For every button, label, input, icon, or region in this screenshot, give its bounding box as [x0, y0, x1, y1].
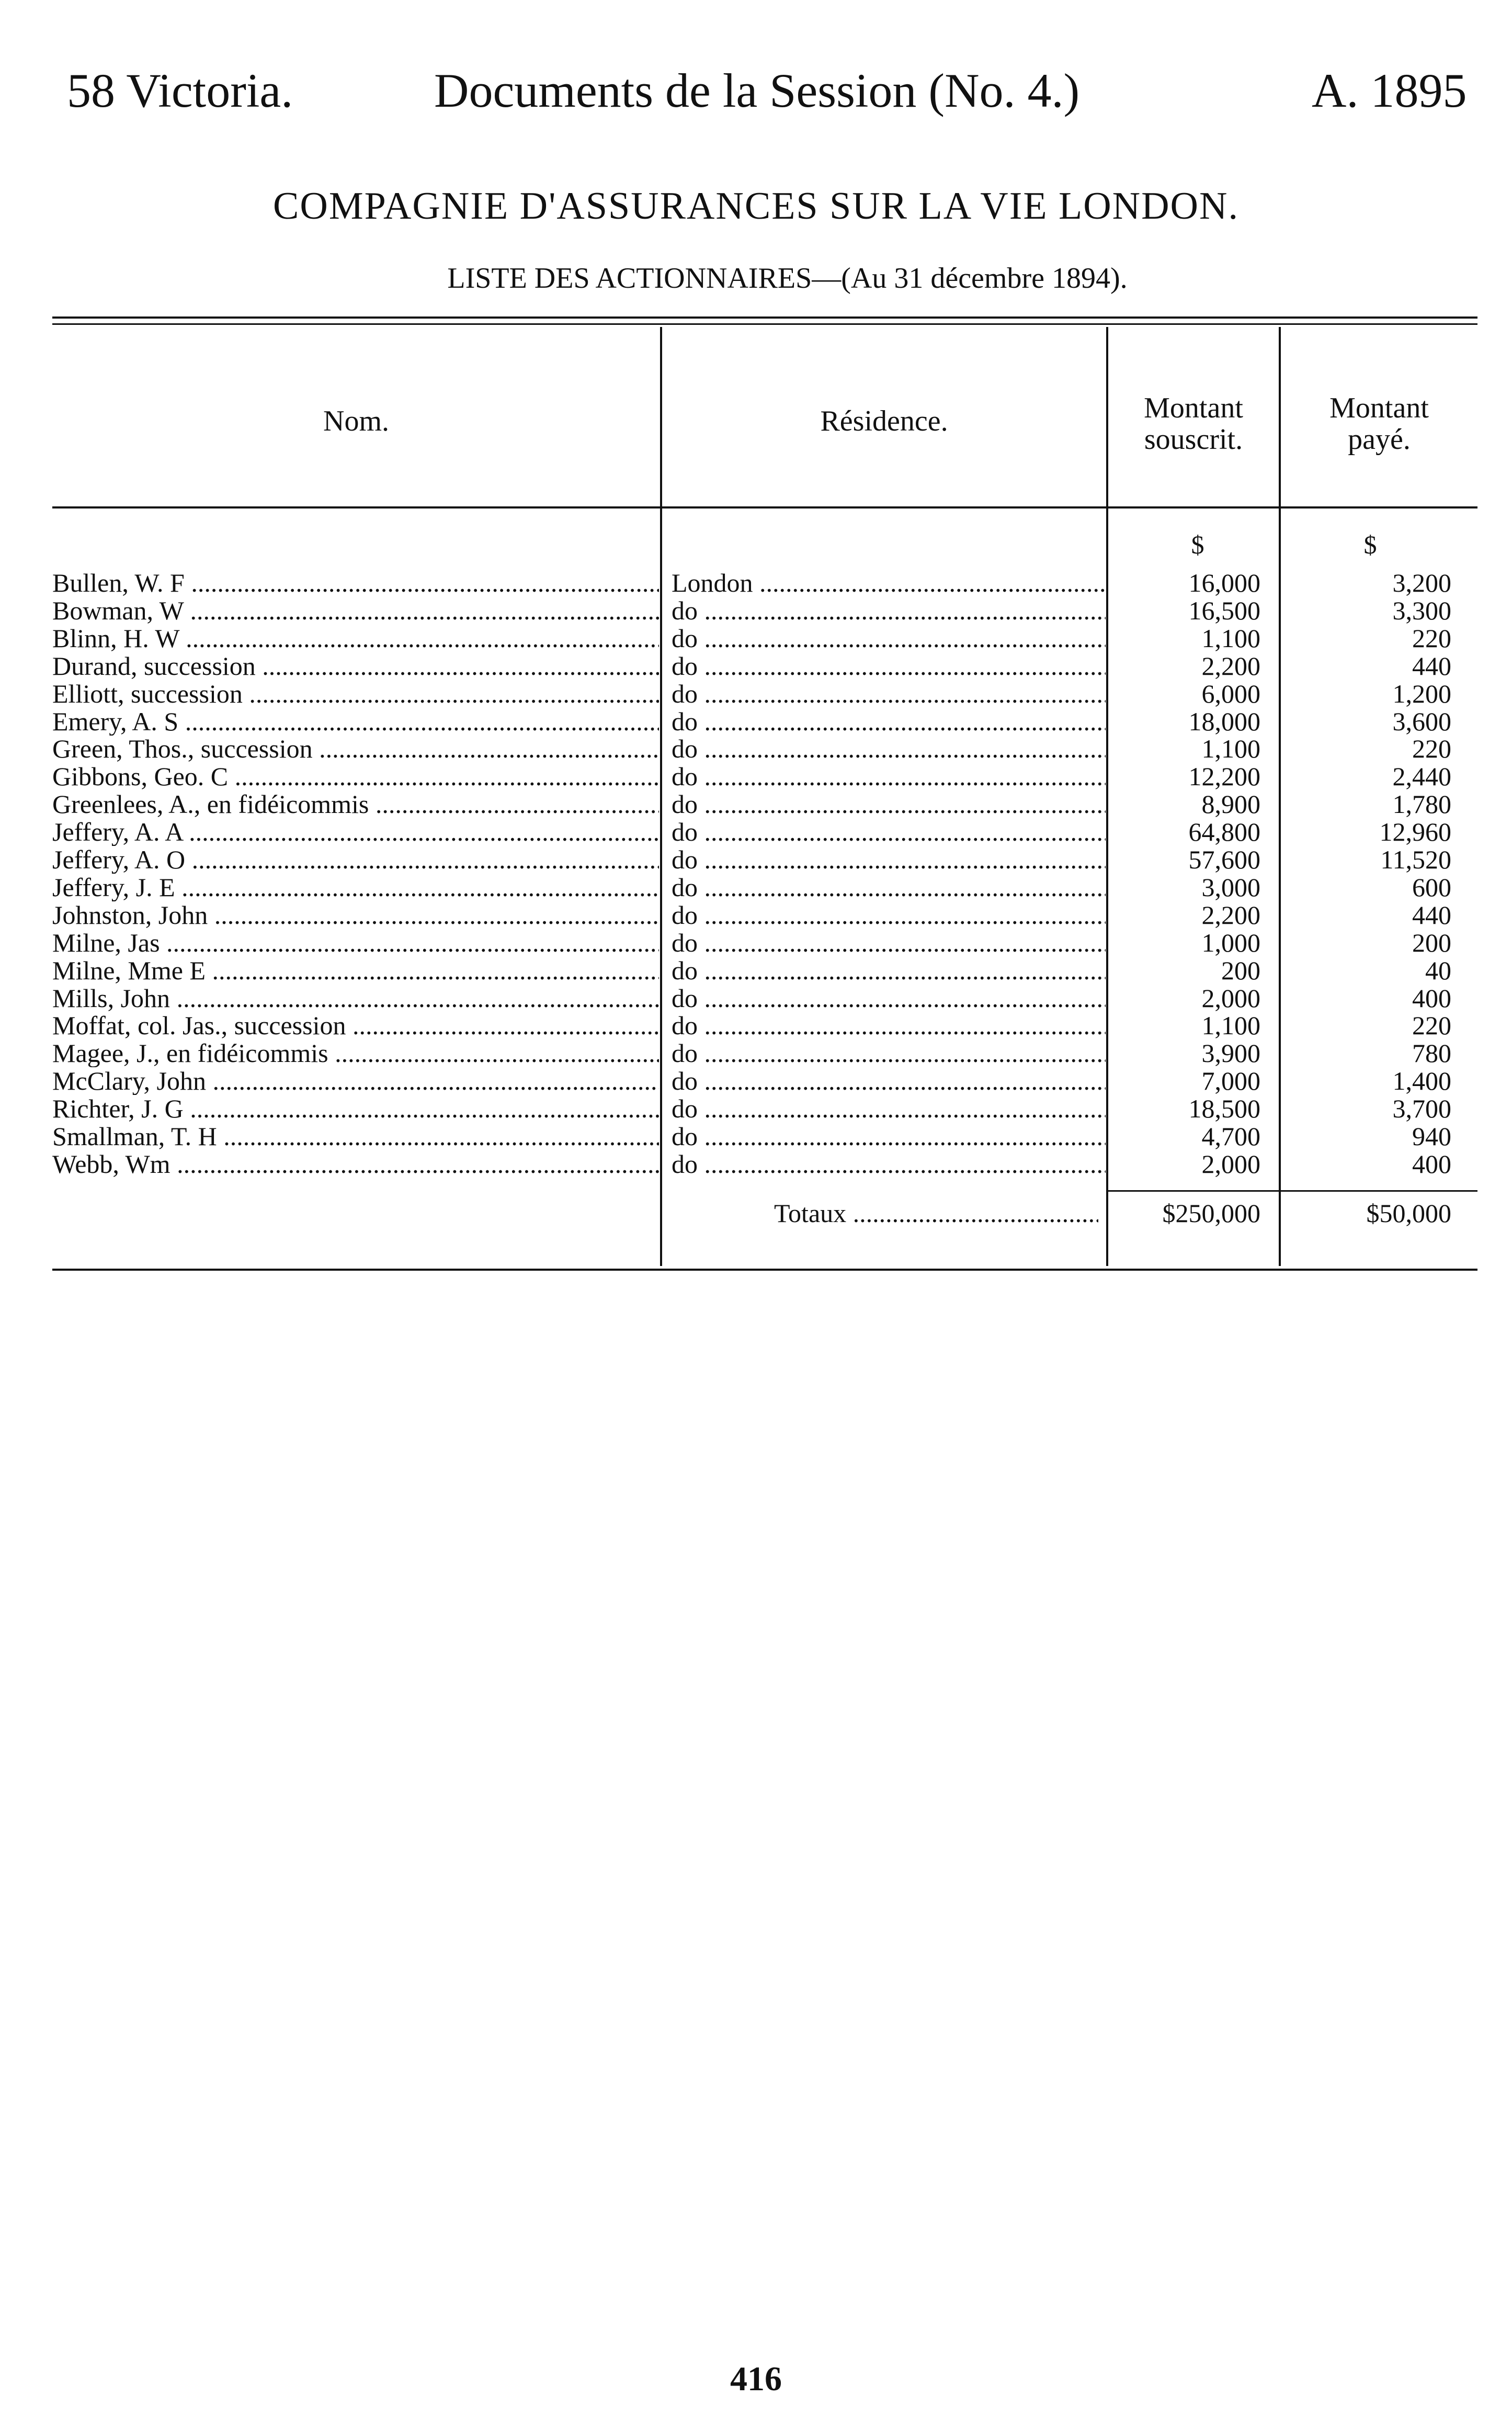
- shareholder-residence-text: do: [672, 1067, 698, 1095]
- amount-subscribed: 12,200: [1188, 763, 1260, 790]
- shareholder-residence-text: do: [672, 625, 698, 652]
- shareholder-name-text: Magee, J., en fidéicommis: [52, 1039, 328, 1067]
- totals-label: [774, 1198, 1098, 1228]
- shareholder-residence-text: do: [672, 790, 698, 818]
- column-divider-residence: [1106, 327, 1108, 1266]
- shareholder-residence-text: do: [672, 652, 698, 680]
- shareholder-name-text: Mills, John: [52, 985, 170, 1012]
- shareholder-residence: [672, 680, 1106, 708]
- shareholder-residence: [672, 790, 1106, 818]
- shareholder-residence-text: do: [672, 957, 698, 985]
- shareholder-residence-text: do: [672, 597, 698, 625]
- shareholder-name: [52, 985, 659, 1012]
- amount-paid: 1,200: [1392, 680, 1451, 708]
- shareholder-residence-text: do: [672, 1039, 698, 1067]
- amount-subscribed: 7,000: [1201, 1067, 1260, 1095]
- amount-subscribed: 16,500: [1188, 597, 1260, 625]
- column-header-subscribed-line2: souscrit.: [1144, 423, 1243, 456]
- shareholder-residence: [672, 929, 1106, 957]
- total-subscribed: $250,000: [1162, 1199, 1260, 1228]
- amount-paid: 220: [1412, 625, 1451, 652]
- shareholder-residence-text: do: [672, 1012, 698, 1039]
- shareholders-list-subtitle: LISTE DES ACTIONNAIRES—(Au 31 décembre 1894).: [447, 262, 1128, 295]
- shareholder-name-text: Jeffery, J. E: [52, 874, 175, 901]
- shareholder-name: [52, 680, 659, 708]
- shareholder-name-text: Jeffery, A. A: [52, 818, 183, 846]
- shareholder-residence: [672, 569, 1106, 597]
- amount-paid: 780: [1412, 1039, 1451, 1067]
- shareholder-residence: [672, 985, 1106, 1012]
- company-title: COMPAGNIE D'ASSURANCES SUR LA VIE LONDON.: [273, 185, 1239, 228]
- header-session-label: 58 Victoria.: [67, 64, 293, 117]
- shareholder-residence-text: do: [672, 901, 698, 929]
- shareholder-name-text: Durand, succession: [52, 652, 256, 680]
- column-header-paid-line2: payé.: [1348, 423, 1411, 456]
- shareholder-name-text: Milne, Mme E: [52, 957, 206, 985]
- shareholder-residence: [672, 1067, 1106, 1095]
- shareholder-residence-text: do: [672, 763, 698, 790]
- shareholder-residence: [672, 957, 1106, 985]
- shareholder-residence-text: do: [672, 874, 698, 901]
- shareholder-name-text: Jeffery, A. O: [52, 846, 186, 874]
- shareholder-residence: [672, 1123, 1106, 1150]
- shareholder-name: [52, 708, 659, 736]
- shareholder-name: [52, 1012, 659, 1039]
- shareholder-name: [52, 652, 659, 680]
- amount-subscribed: 18,000: [1188, 708, 1260, 736]
- amount-subscribed: 8,900: [1201, 790, 1260, 818]
- shareholder-residence: [672, 901, 1106, 929]
- shareholder-name-text: Johnston, John: [52, 901, 208, 929]
- amount-paid: 220: [1412, 735, 1451, 763]
- amount-paid: 940: [1412, 1123, 1451, 1150]
- amount-subscribed: 16,000: [1188, 569, 1260, 597]
- shareholder-residence-text: do: [672, 680, 698, 708]
- totals-top-rule: [1106, 1190, 1477, 1192]
- shareholder-residence: [672, 1150, 1106, 1178]
- amount-subscribed: 6,000: [1201, 680, 1260, 708]
- column-header-subscribed: [1108, 392, 1279, 455]
- shareholder-name-text: Webb, Wm: [52, 1150, 170, 1178]
- shareholder-residence-text: do: [672, 735, 698, 763]
- shareholder-residence: [672, 1012, 1106, 1039]
- shareholder-name-text: Milne, Jas: [52, 929, 160, 957]
- amount-subscribed: 1,100: [1201, 625, 1260, 652]
- amount-paid: 3,300: [1392, 597, 1451, 625]
- shareholder-residence: [672, 708, 1106, 736]
- amount-subscribed: 57,600: [1188, 846, 1260, 874]
- amount-paid: 400: [1412, 1150, 1451, 1178]
- shareholder-name: [52, 1067, 659, 1095]
- column-header-name: Nom.: [323, 405, 389, 437]
- shareholder-residence-text: London: [672, 569, 753, 597]
- shareholder-residence-text: do: [672, 708, 698, 736]
- amount-paid: 1,400: [1392, 1067, 1451, 1095]
- amount-paid: 400: [1412, 985, 1451, 1012]
- amount-subscribed: 1,100: [1201, 735, 1260, 763]
- shareholder-name: [52, 1150, 659, 1178]
- shareholder-residence: [672, 652, 1106, 680]
- amount-subscribed: 1,100: [1201, 1012, 1260, 1039]
- table-top-rule-inner: [52, 323, 1477, 325]
- shareholder-name-text: Elliott, succession: [52, 680, 243, 708]
- shareholder-name: [52, 1123, 659, 1150]
- column-header-paid-line1: Montant: [1329, 392, 1429, 424]
- header-bottom-rule: [52, 506, 1477, 508]
- shareholder-name: [52, 569, 659, 597]
- amount-paid: 440: [1412, 901, 1451, 929]
- amount-subscribed: 1,000: [1201, 929, 1260, 957]
- column-divider-name: [660, 327, 662, 1266]
- shareholder-name: [52, 763, 659, 790]
- shareholder-residence: [672, 625, 1106, 652]
- shareholder-name: [52, 1095, 659, 1123]
- total-paid: $50,000: [1366, 1199, 1451, 1228]
- shareholder-residence-text: do: [672, 1095, 698, 1123]
- shareholder-residence: [672, 846, 1106, 874]
- shareholder-name-text: Moffat, col. Jas., succession: [52, 1012, 346, 1039]
- shareholder-name-text: Richter, J. G: [52, 1095, 184, 1123]
- amount-subscribed: 200: [1221, 957, 1260, 985]
- shareholder-name-text: Bowman, W: [52, 597, 184, 625]
- amount-subscribed: 2,000: [1201, 1150, 1260, 1178]
- shareholder-name-text: Blinn, H. W: [52, 625, 179, 652]
- shareholder-name: [52, 597, 659, 625]
- currency-paid: $: [1363, 531, 1377, 559]
- amount-paid: 3,600: [1392, 708, 1451, 736]
- shareholder-residence-text: do: [672, 1123, 698, 1150]
- shareholder-residence-text: do: [672, 818, 698, 846]
- shareholder-name: [52, 957, 659, 985]
- totals-label-text: Totaux: [774, 1199, 847, 1228]
- shareholder-residence: [672, 735, 1106, 763]
- shareholder-residence: [672, 1039, 1106, 1067]
- shareholder-residence: [672, 763, 1106, 790]
- amount-paid: 12,960: [1379, 818, 1451, 846]
- amount-paid: 220: [1412, 1012, 1451, 1039]
- column-header-residence: Résidence.: [820, 405, 948, 437]
- amount-subscribed: 2,200: [1201, 652, 1260, 680]
- header-year: A. 1895: [1312, 64, 1467, 117]
- shareholder-name: [52, 846, 659, 874]
- shareholder-residence-text: do: [672, 1150, 698, 1178]
- shareholder-name: [52, 1039, 659, 1067]
- amount-subscribed: 18,500: [1188, 1095, 1260, 1123]
- shareholder-name-text: Emery, A. S: [52, 708, 179, 736]
- amount-paid: 1,780: [1392, 790, 1451, 818]
- currency-subscribed: $: [1191, 531, 1204, 559]
- page-number: 416: [730, 2360, 782, 2398]
- shareholder-residence: [672, 874, 1106, 901]
- amount-paid: 600: [1412, 874, 1451, 901]
- shareholder-name: [52, 929, 659, 957]
- shareholder-name-text: Gibbons, Geo. C: [52, 763, 229, 790]
- amount-subscribed: 2,200: [1201, 901, 1260, 929]
- amount-paid: 2,440: [1392, 763, 1451, 790]
- shareholder-name: [52, 901, 659, 929]
- shareholder-name-text: McClary, John: [52, 1067, 206, 1095]
- table-bottom-rule: [52, 1269, 1477, 1271]
- table-top-rule: [52, 316, 1477, 319]
- shareholder-name: [52, 790, 659, 818]
- amount-subscribed: 3,000: [1201, 874, 1260, 901]
- shareholder-name: [52, 625, 659, 652]
- amount-paid: 200: [1412, 929, 1451, 957]
- shareholder-name: [52, 818, 659, 846]
- shareholder-name: [52, 874, 659, 901]
- shareholder-residence-text: do: [672, 985, 698, 1012]
- shareholder-name-text: Smallman, T. H: [52, 1123, 217, 1150]
- amount-paid: 3,200: [1392, 569, 1451, 597]
- amount-subscribed: 64,800: [1188, 818, 1260, 846]
- shareholder-residence: [672, 818, 1106, 846]
- amount-paid: 440: [1412, 652, 1451, 680]
- column-header-paid: [1281, 392, 1477, 455]
- amount-paid: 3,700: [1392, 1095, 1451, 1123]
- shareholder-name-text: Bullen, W. F: [52, 569, 185, 597]
- column-header-subscribed-line1: Montant: [1144, 392, 1243, 424]
- amount-subscribed: 4,700: [1201, 1123, 1260, 1150]
- shareholder-name-text: Greenlees, A., en fidéicommis: [52, 790, 369, 818]
- amount-paid: 11,520: [1380, 846, 1451, 874]
- column-divider-subscribed: [1279, 327, 1281, 1266]
- amount-paid: 40: [1425, 957, 1451, 985]
- shareholder-name: [52, 735, 659, 763]
- header-documents-title: Documents de la Session (No. 4.): [434, 64, 1080, 117]
- shareholder-residence-text: do: [672, 846, 698, 874]
- amount-subscribed: 3,900: [1201, 1039, 1260, 1067]
- shareholder-residence-text: do: [672, 929, 698, 957]
- shareholder-residence: [672, 597, 1106, 625]
- shareholder-residence: [672, 1095, 1106, 1123]
- amount-subscribed: 2,000: [1201, 985, 1260, 1012]
- shareholder-name-text: Green, Thos., succession: [52, 735, 313, 763]
